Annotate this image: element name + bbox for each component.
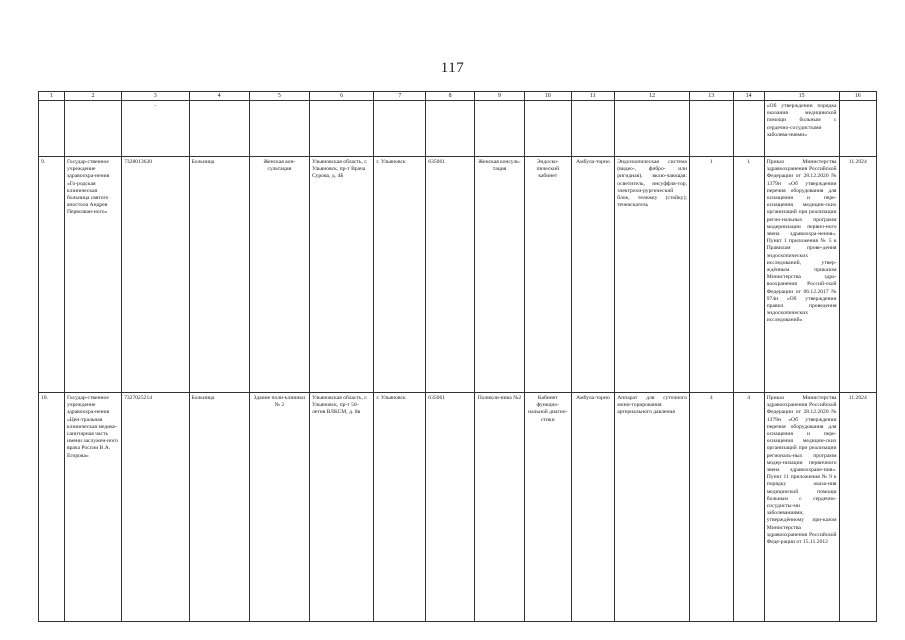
column-number: 7 [374, 92, 426, 101]
legal-basis: Приказ Министерства здравоохранения Российской Федерации от 28.12.2020 № 1379н «Об утверждении перечня оборудования для оснащения и пере-оснащения медицин-ских организаций при реализации региональ-ных программ модер-низации первичного звена здравоохране-ния». Пункт 11 приложения № 9 к порядку оказа-ния медицинской помощи больным с сердечно-сосудисты-ми заболеваниями, утверждённому при-казом Министерства здравоохранения Российской Феде-рации от 15.11.2012 [764, 393, 839, 622]
equipment: Эндоскопическая система (видео-, фибро- или ригидная), вклю-чающая: осветитель, инсуффля-тор, электрохи-рургический блок, тележку (стойку); течеискатель [615, 157, 690, 393]
equipment-table [38, 91, 877, 622]
care-mode: Амбула-торно [571, 393, 615, 622]
column-number: 1 [39, 92, 65, 101]
care-mode: Амбула-торно [571, 157, 615, 393]
column-number: 11 [571, 92, 615, 101]
continuation-row [39, 101, 877, 157]
table-row [39, 393, 877, 622]
organization-name: Государ-ственное учреждение здравоохра-нения «Цен-тральная клиническая медико-санитарная часть имени заслужен-ного врача России В.А. Егорова» [64, 393, 121, 622]
quantity-required: 4 [690, 393, 734, 622]
page-number: 117 [440, 60, 465, 76]
dash-mark: - [122, 101, 189, 157]
column-number: 13 [690, 92, 734, 101]
department: Женская консуль-тация [475, 157, 525, 393]
column-number: 6 [309, 92, 373, 101]
delivery-date: 11.2024 [839, 157, 876, 393]
quantity-required: 1 [690, 157, 734, 393]
oktmo-code: 635061 [426, 393, 475, 622]
column-number: 14 [733, 92, 764, 101]
column-number: 5 [249, 92, 309, 101]
address: Ульяновская область, г. Ульяновск, пр-т 50-летия ВЛКСМ, д. 8в [309, 393, 373, 622]
legal-basis: Приказ Министерства здравоохранения Российской Федерации от 28.12.2020 № 1379н «Об утверждении перечня оборудования для оснащения и пере-оснащения медицин-ских организаций при реализации регио-нальных программ модернизации первич-ного звена здравоохра-нения». Пункт 1 приложения № 5 к Правилам прове-дения эндоскопических исследований, утвер-ждённым приказом Министерства здра-воохранения Россий-ской Федерации от 06.12.2017 № 974н «Об утверждении правил проведения эндоскопических исследований» [764, 157, 839, 393]
city: г. Ульяновск [374, 393, 426, 622]
department: Поликли-ника №2 [475, 393, 525, 622]
building-name: Здание поли-клиники № 2 [249, 393, 309, 622]
row-number: 9. [39, 157, 65, 393]
org-code: 7327025214 [122, 393, 189, 622]
city: г. Ульяновск [374, 157, 426, 393]
facility-type: Больница [189, 157, 249, 393]
column-number-row [39, 92, 877, 101]
oktmo-code: 635061 [426, 157, 475, 393]
column-number: 10 [524, 92, 571, 101]
column-number: 8 [426, 92, 475, 101]
column-number: 4 [189, 92, 249, 101]
column-number: 9 [475, 92, 525, 101]
cabinet: Кабинет функцио-нальной диагно-стики [524, 393, 571, 622]
column-number: 2 [64, 92, 121, 101]
row-number: 10. [39, 393, 65, 622]
column-number: 15 [764, 92, 839, 101]
cabinet: Эндоско-пический кабинет [524, 157, 571, 393]
building-name: Женская кон-сультация [249, 157, 309, 393]
equipment: Аппарат для суточного мони-торирования артериального давления [615, 393, 690, 622]
organization-name: Государ-ственное учреждение здравоохра-нения «Го-родская клиническая больница святого апостола Андрея Первозван-ного» [64, 157, 121, 393]
facility-type: Больница [189, 393, 249, 622]
address: Ульяновская область, г. Ульяновск, пр-т Врача Сурова, д. 4Б [309, 157, 373, 393]
table-row [39, 157, 877, 393]
org-code: 7328013620 [122, 157, 189, 393]
column-number: 16 [839, 92, 876, 101]
quantity-planned: 4 [733, 393, 764, 622]
basis-continuation: «Об утверждении порядка оказания медицинской помощи больным с сердечно-сосудистыми заболева-ниями» [764, 101, 839, 157]
column-number: 12 [615, 92, 690, 101]
column-number: 3 [122, 92, 189, 101]
quantity-planned: 1 [733, 157, 764, 393]
delivery-date: 11.2024 [839, 393, 876, 622]
